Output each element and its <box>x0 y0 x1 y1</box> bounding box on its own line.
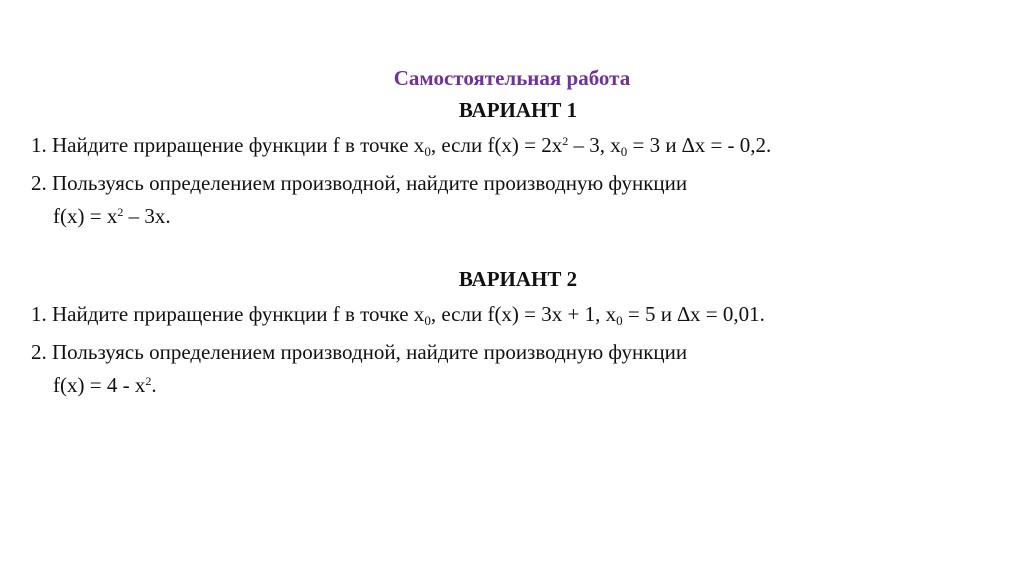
task-text: , если f(x) = 2x <box>430 133 563 157</box>
variant-1-heading: ВАРИАНТ 1 <box>458 98 578 122</box>
variant-1-task-1 <box>31 133 771 157</box>
variant-1-task-2-line-2 <box>53 204 171 228</box>
page-title: Самостоятельная работа <box>393 66 631 90</box>
formula-text: . <box>151 373 157 397</box>
subscript: 0 <box>424 313 431 328</box>
subscript: 0 <box>616 313 623 328</box>
superscript: 2 <box>562 134 569 148</box>
subscript: 0 <box>424 144 431 159</box>
task-text: = 5 и ∆x = 0,01. <box>622 302 765 326</box>
task-text: – 3, x <box>568 133 621 157</box>
task-text: = 3 и ∆x = - 0,2. <box>627 133 772 157</box>
formula-text: f(x) = 4 - x <box>53 373 146 397</box>
task-text: 1. Найдите приращение функции f в точке x <box>31 302 425 326</box>
formula-text: – 3x. <box>123 204 171 228</box>
task-text: , если f(x) = 3x + 1, x <box>430 302 617 326</box>
variant-2-task-2-line-2 <box>53 373 157 397</box>
formula-text: f(x) = x <box>53 204 118 228</box>
subscript: 0 <box>620 144 628 159</box>
variant-1-task-2-line-1: 2. Пользуясь определением производной, найдите производную функции <box>31 171 688 195</box>
superscript: 2 <box>145 374 152 388</box>
variant-2-heading: ВАРИАНТ 2 <box>458 267 578 291</box>
variant-2-task-2-line-1: 2. Пользуясь определением производной, найдите производную функции <box>31 340 688 364</box>
task-text: 1. Найдите приращение функции f в точке x <box>31 133 425 157</box>
variant-2-task-1 <box>31 302 765 326</box>
superscript: 2 <box>117 205 124 219</box>
